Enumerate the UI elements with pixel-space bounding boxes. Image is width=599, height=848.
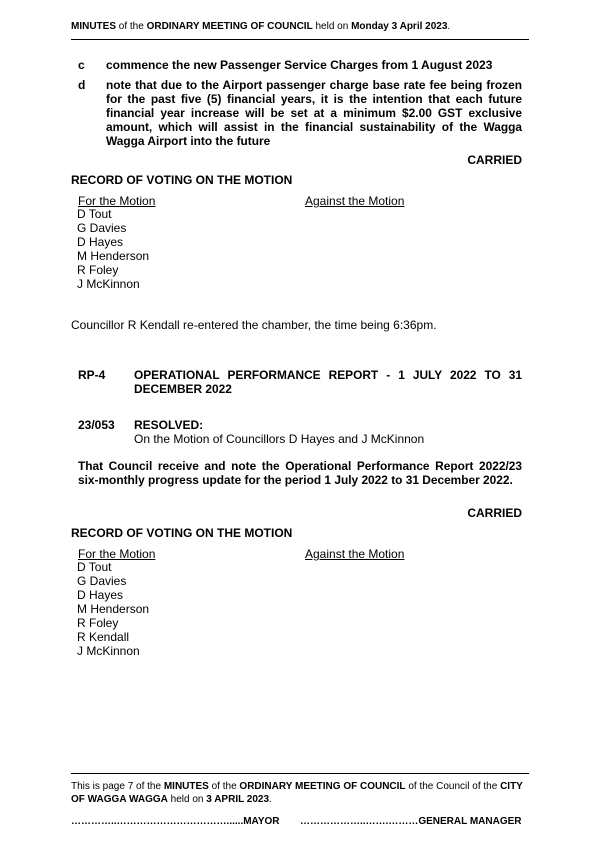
councillor-name: D Tout <box>77 560 112 574</box>
page-footer <box>71 780 527 806</box>
footer-text: of the <box>208 781 240 792</box>
councillor-name: D Hayes <box>77 235 124 249</box>
header-text: held on <box>312 21 352 32</box>
councillor-name: J McKinnon <box>77 277 140 291</box>
for-motion-label: For the Motion <box>78 194 156 208</box>
councillor-name: D Tout <box>77 207 112 221</box>
for-motion-list <box>77 560 149 658</box>
councillor-name: G Davies <box>77 221 127 235</box>
carried-label: CARRIED <box>467 153 522 167</box>
footer-text: . <box>269 794 272 805</box>
motion-movers: On the Motion of Councillors D Hayes and J McKinnon <box>134 432 425 446</box>
footer-text: held on <box>167 794 207 805</box>
councillor-name: G Davies <box>77 574 127 588</box>
resolution-body: That Council receive and note the Operational Performance Report 2022/23 six-monthly progress update for the period 1 July 2022 to 31 December 2022. <box>78 459 522 487</box>
header-text: of the <box>116 21 147 32</box>
footer-minutes: MINUTES <box>163 781 209 792</box>
header-text: . <box>447 21 451 32</box>
header-rule <box>71 39 529 40</box>
header-meeting: ORDINARY MEETING OF COUNCIL <box>146 21 313 32</box>
footer-text: This is page 7 of the <box>71 781 164 792</box>
for-motion-list <box>77 207 149 291</box>
page-header <box>71 21 450 32</box>
footer-city: CITY OF WAGGA WAGGA <box>71 781 523 805</box>
item-letter: c <box>78 58 85 72</box>
report-code: RP-4 <box>78 368 106 382</box>
against-motion-label: Against the Motion <box>305 194 405 208</box>
voting-record-title: RECORD OF VOTING ON THE MOTION <box>71 173 293 187</box>
item-text: commence the new Passenger Service Charges from 1 August 2023 <box>106 58 493 72</box>
header-minutes: MINUTES <box>71 21 116 32</box>
for-motion-label: For the Motion <box>78 547 156 561</box>
voting-record-title: RECORD OF VOTING ON THE MOTION <box>71 526 293 540</box>
mayor-signature-line: …………..……………………………......MAYOR <box>71 816 280 827</box>
resolved-label: RESOLVED: <box>134 418 204 432</box>
footer-rule <box>71 773 529 774</box>
item-letter: d <box>78 78 86 92</box>
general-manager-signature-line: ………………..…….………GENERAL MANAGER <box>300 816 522 827</box>
councillor-name: R Foley <box>77 616 119 630</box>
against-motion-label: Against the Motion <box>305 547 405 561</box>
report-title: OPERATIONAL PERFORMANCE REPORT - 1 JULY 2022 TO 31 DECEMBER 2022 <box>134 368 522 396</box>
item-text: note that due to the Airport passenger charge base rate fee being frozen for the past five (5) financial years, it is the intention that each future financial year increase will be set at a minimum $2.00 GST exclusive amount, which will assist in the financial sustainability of the Wagga Wagga Airport into the future <box>106 78 522 148</box>
footer-text: of the Council of the <box>405 781 501 792</box>
resolution-code: 23/053 <box>78 418 115 432</box>
councillor-name: M Henderson <box>77 602 150 616</box>
carried-label: CARRIED <box>467 506 522 520</box>
footer-date: 3 APRIL 2023 <box>206 794 270 805</box>
councillor-name: R Foley <box>77 263 119 277</box>
councillor-name: D Hayes <box>77 588 124 602</box>
footer-meeting: ORDINARY MEETING OF COUNCIL <box>239 781 406 792</box>
header-date: Monday 3 April 2023 <box>351 21 448 32</box>
councillor-name: J McKinnon <box>77 644 140 658</box>
councillor-name: R Kendall <box>77 630 130 644</box>
councillor-name: M Henderson <box>77 249 150 263</box>
chamber-note: Councillor R Kendall re-entered the chamber, the time being 6:36pm. <box>71 318 437 332</box>
